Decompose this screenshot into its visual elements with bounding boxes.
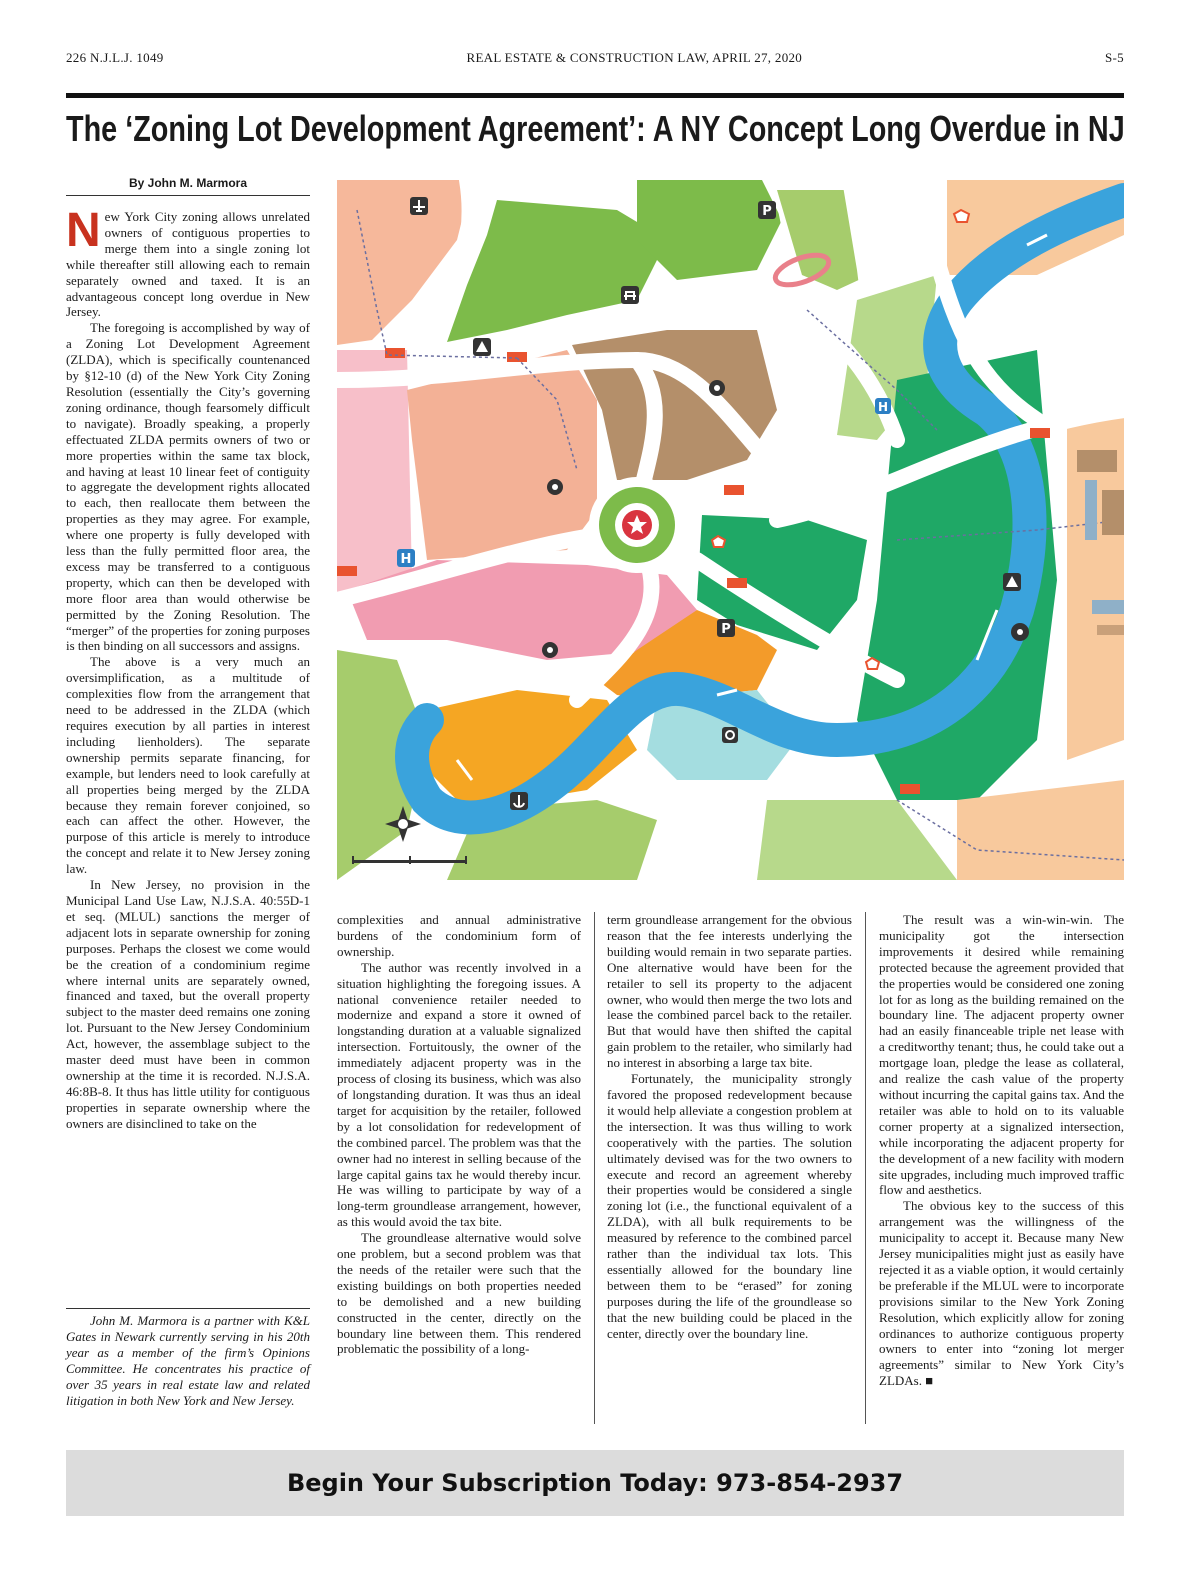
text-column-4: [879, 912, 1124, 1424]
svg-text:H: H: [400, 552, 412, 567]
info-icon: [1011, 623, 1029, 641]
svg-text:H: H: [877, 400, 889, 414]
header-rule: [66, 93, 1124, 98]
page-number: S-5: [1105, 50, 1124, 65]
city-map-illustration: [337, 180, 1124, 880]
paragraph-10: The result was a win-win-win. The municipality got the intersection improvements it desired while remaining protected because the agreement provided that the properties would be considered one zoning lot for as long as the building remained on the boundary line. The adjacent property owner had an easily financeable triple net lease with a creditworthy tenant; thus, he could take out a mortgage loan, pledge the lease as collateral, and realize the cash value of the property without incurring the capital gains tax. And the retailer was able to hold on to its valuable corner property at a signalized intersection, while incorporating the adjacent property for the development of a new facility with modern site upgrades, including much improved traffic flow and aesthetics.: [879, 912, 1124, 1198]
author-bio: John M. Marmora is a partner with K&L Gates in Newark currently serving in his 20th year as a member of the firm’s Opinions Committee. He concentrates his practice of over 35 years in real estate law and related litigation in both New York and New Jersey.: [66, 1313, 310, 1408]
parking-icon: [758, 201, 776, 219]
column-divider: [594, 912, 595, 1424]
paragraph-2: The foregoing is accomplished by way of a Zoning Lot Development Agreement (ZLDA), which is specifically countenanced by §12-10 (d) of the New York City Zoning Resolution (essentially the City’s governing zoning ordinance, though fearsomely difficult to navigate). Broadly speaking, a properly effectuated ZLDA permits owners of two or more properties within the same tax block, and having at least 10 linear feet of contiguity to aggregate the development rights allocated to each, then reallocate them between the properties as they may agree. For example, where one property is fully developed with less than the fully permitted floor area, the excess may be transferred to a contiguous property, which can then be developed with more floor area than would otherwise be permitted by the Zoning Resolution. The “merger” of the properties for zoning purposes is then binding on all successors and assigns.: [66, 320, 310, 654]
subscription-cta: Begin Your Subscription Today: 973-854-2937: [286, 1469, 904, 1497]
paragraph-3: The above is a very much an oversimplification, as a multitude of complexities flow from the arrangement that need to be addressed in the ZLDA (which requires execution by all parties in interest including lienholders). The separate ownership permits separate financing, for example, but lenders need to look carefully at all properties being merged by the ZLDA because they remain forever conjoined, so each can affect the other. However, the purpose of this article is merely to introduce the concept and relate it to New Jersey zoning law.: [66, 654, 310, 877]
paragraph-5: complexities and annual administrative burdens of the condominium form of ownership.: [337, 912, 581, 959]
section-date: REAL ESTATE & CONSTRUCTION LAW, APRIL 27, 2020: [466, 50, 803, 65]
bio-rule: [66, 1308, 310, 1309]
parking-icon: [717, 619, 735, 637]
poi-marker-icon: [954, 210, 969, 222]
drop-cap: N: [66, 209, 101, 257]
column-divider: [865, 912, 866, 1424]
paragraph-9: Fortunately, the municipality strongly favored the proposed redevelopment because it would help alleviate a congestion problem at the intersection. It was thus willing to work cooperatively with the parties. The solution ultimately devised was for the two owners to execute and record an agreement whereby their properties would be considered a single zoning lot (i.e., the functional equivalent of a ZLDA), with all bulk requirements to be measured by reference to the combined parcel rather than the individual tax lots. This essentially allowed for the boundary line between them to be “erased” for zoning purposes during the life of the groundlease so that the new building could be placed in the center, directly over the boundary line.: [607, 1071, 852, 1341]
info-icon: [547, 479, 563, 495]
camp-icon: [473, 338, 491, 356]
text-column-3: [607, 912, 852, 1424]
byline-rule: [66, 195, 310, 196]
article-title: The ‘Zoning Lot Development Agreement’: A NY Concept Long Overdue in NJ: [66, 108, 1125, 149]
hospital-icon: [875, 398, 891, 414]
svg-text:P: P: [762, 204, 772, 219]
info-icon: [542, 642, 558, 658]
recycle-icon: [722, 727, 738, 743]
paragraph-1: New York City zoning allows unrelated owners of contiguous properties to merge them into a single zoning lot while thereafter still allowing each to remain separately owned and taxed. It is an advantageous concept long overdue in New Jersey.: [66, 209, 310, 320]
subscription-banner[interactable]: [66, 1450, 1124, 1516]
text-column-1: [66, 209, 310, 1284]
airport-icon: [410, 197, 428, 215]
camp-icon: [1003, 573, 1021, 591]
text-column-2: [337, 912, 581, 1424]
hospital-icon: [397, 549, 415, 567]
paragraph-4: In New Jersey, no provision in the Municipal Land Use Law, N.J.S.A. 40:55D-1 et seq. (MLUL) sanctions the merger of adjacent lots in separate ownership for zoning purposes. Perhaps the closest we come would be the creation of a condominium regime where internal units are separately owned, financed and taxed, but the overall property subject to the master deed remains one zoning lot. Pursuant to the New Jersey Condominium Act, however, the assemblage subject to the master deed must have been in common ownership at the time it is recorded. N.J.S.A. 46:8B-8. It thus has little utility for contiguous properties in separate ownership where the owners are disinclined to take on the: [66, 877, 310, 1131]
anchor-icon: [510, 792, 528, 810]
info-icon: [709, 380, 725, 396]
svg-text:P: P: [721, 622, 731, 637]
picnic-icon: [621, 286, 639, 304]
byline: By John M. Marmora: [128, 176, 248, 190]
paragraph-7: The groundlease alternative would solve one problem, but a second problem was that the needs of the retailer were such that the existing buildings on both properties needed to be demolished and a new building constructed in the center, directly on the boundary line between them. This rendered problematic the possibility of a long-: [337, 1230, 581, 1357]
running-head: [66, 50, 1124, 66]
paragraph-6: The author was recently involved in a situation highlighting the foregoing issues. A national convenience retailer needed to modernize and expand a store it owned of longstanding duration at a valuable signalized intersection. Fortuitously, the owner of the immediately adjacent property was in the process of closing its business, which was also of longstanding duration. It was thus an ideal target for acquisition by the retailer, followed by a lot consolidation for redevelopment of the combined parcel. The problem was that the owner had no interest in selling because of the large capital gains tax he would thereby incur. He was willing to participate by way of a long-term groundlease arrangement, however, as this would avoid the tax bite.: [337, 959, 581, 1230]
journal-citation: 226 N.J.L.J. 1049: [66, 50, 164, 65]
paragraph-8: term groundlease arrangement for the obvious reason that the fee interests underlying the building would remain in two separate parties. One alternative would have been for the retailer to sell its property to the adjacent owner, who would then merge the two lots and lease the combined parcel back to the retailer. But that would have then shifted the capital gain problem to the retailer, who similarly had no interest in absorbing a large tax bite.: [607, 912, 852, 1071]
paragraph-11: The obvious key to the success of this arrangement was the willingness of the municipality to accept it. Because many New Jersey municipalities might just as easily have rejected it as a viable option, it would certainly be preferable if the MLUL were to incorporate provisions similar to the New York Zoning Resolution, which explicitly allow for zoning ordinances to authorize contiguous property owners to enter into “zoning lot merger agreements” similar to New York City’s ZLDAs. ■: [879, 1198, 1124, 1389]
